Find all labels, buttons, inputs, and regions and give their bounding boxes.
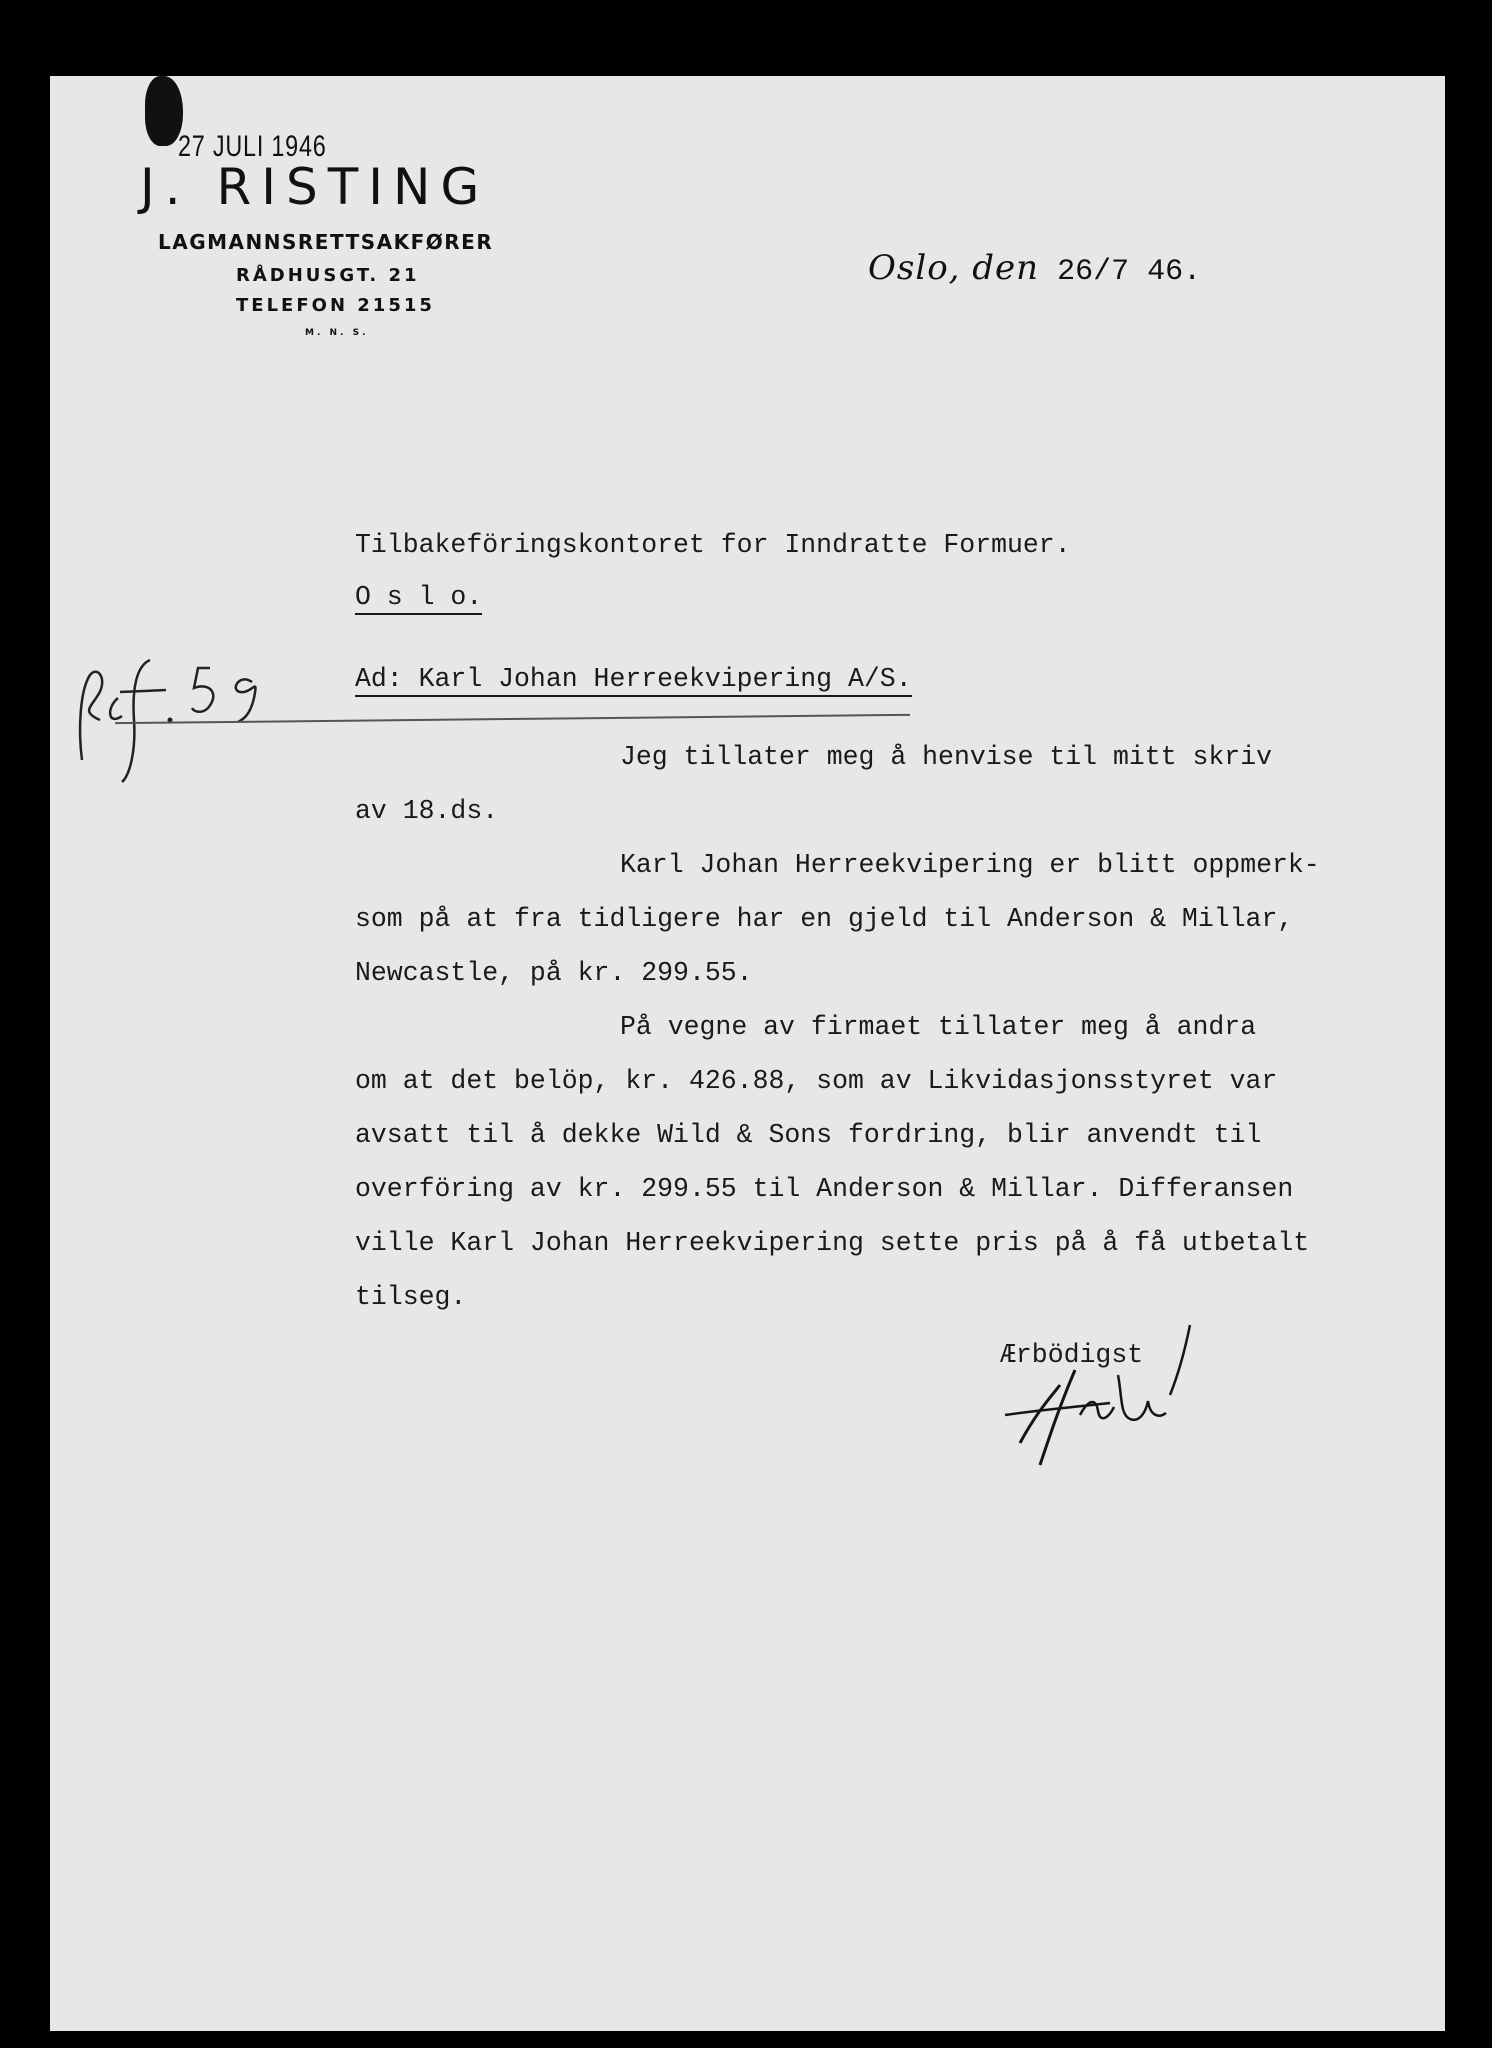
letterhead-title: LAGMANNSRETTSAKFØRER — [158, 230, 494, 254]
body-line: Newcastle, på kr. 299.55. — [355, 958, 753, 988]
dateline-place: Oslo, den — [868, 248, 1040, 288]
body-line: som på at fra tidligere har en gjeld til Anderson & Millar, — [355, 904, 1294, 934]
dateline-date: 26/7 46. — [1057, 255, 1202, 289]
recipient-city: O s l o. — [355, 582, 482, 615]
body-line: om at det belöp, kr. 426.88, som av Likvidasjonsstyret var — [355, 1066, 1278, 1096]
letterhead-name: J. RISTING — [140, 158, 490, 216]
dateline — [868, 248, 1201, 289]
body-line: ville Karl Johan Herreekvipering sette pris på å få utbetalt — [355, 1228, 1310, 1258]
body-line: tilseg. — [355, 1282, 467, 1312]
body-line: Jeg tillater meg å henvise til mitt skriv — [620, 742, 1273, 772]
letter-page — [50, 76, 1445, 2031]
body-line: På vegne av firmaet tillater meg å andra — [620, 1012, 1257, 1042]
closing: Ærbödigst — [1000, 1340, 1144, 1370]
body-line: overföring av kr. 299.55 til Anderson & Millar. Differansen — [355, 1174, 1294, 1204]
body-line: Karl Johan Herreekvipering er blitt oppmerk- — [620, 850, 1320, 880]
letterhead-code: M. N. S. — [305, 328, 369, 338]
letterhead-address: RÅDHUSGT. 21 — [236, 265, 420, 286]
recipient-name: Tilbakeföringskontoret for Inndratte Formuer. — [355, 530, 1071, 560]
letterhead-phone: TELEFON 21515 — [236, 295, 435, 316]
received-stamp-date: 27 JULI 1946 — [178, 130, 327, 163]
subject-line: Ad: Karl Johan Herreekvipering A/S. — [355, 664, 912, 697]
signature — [980, 1315, 1200, 1485]
body-line: av 18.ds. — [355, 796, 499, 826]
body-line: avsatt til å dekke Wild & Sons fordring, blir anvendt til — [355, 1120, 1262, 1150]
